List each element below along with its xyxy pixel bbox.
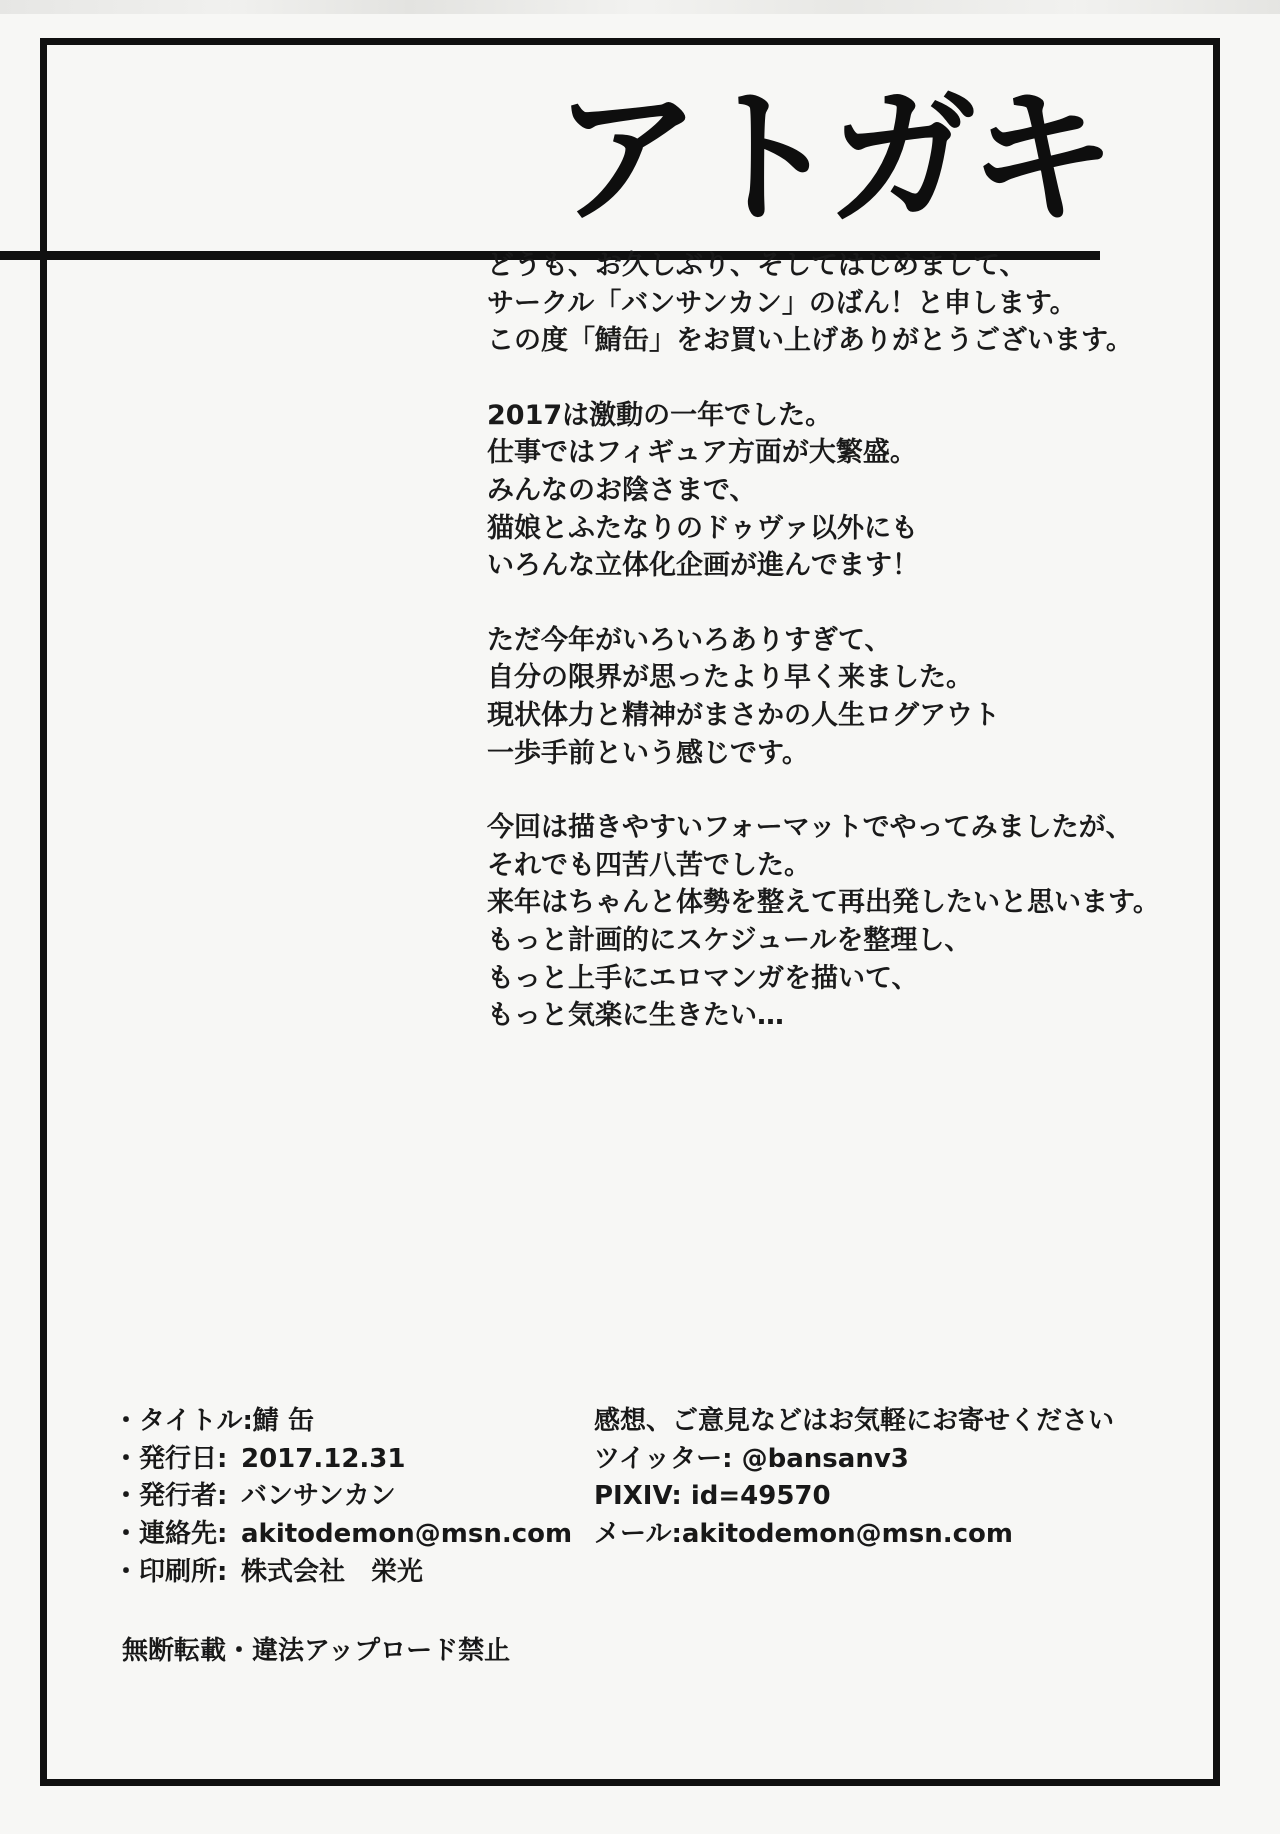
- afterword-paragraph: [487, 397, 1207, 585]
- afterword-paragraph: [487, 247, 1207, 360]
- afterword-paragraph: [487, 622, 1207, 772]
- page-title: アトガキ: [552, 72, 1108, 244]
- contact-line: PIXIV: id=49570: [594, 1481, 831, 1512]
- scan-artifact-strip: [0, 0, 1280, 14]
- copyright-notice: 無断転載・違法アップロード禁止: [122, 1636, 511, 1666]
- text-line: どうも、お久しぶり、そしてはじめまして、: [487, 250, 1027, 281]
- colophon-row: [113, 1554, 572, 1592]
- colophon-label: ・印刷所:: [113, 1556, 228, 1587]
- colophon-label: ・発行日:: [113, 1443, 228, 1474]
- colophon-label: ・連絡先:: [113, 1519, 228, 1550]
- colophon-value: バンサンカン: [241, 1481, 396, 1512]
- contact-line: メール:akitodemon@msn.com: [594, 1519, 1013, 1550]
- text-line: 2017は激動の一年でした。: [487, 399, 833, 431]
- text-line: 一歩手前という感じです。: [487, 737, 809, 769]
- colophon-value: 鯖 缶: [252, 1406, 314, 1436]
- text-line: 来年はちゃんと体勢を整えて再出発したいと思います。: [487, 887, 1160, 919]
- contact-line: ツイッター: @bansanv3: [594, 1443, 909, 1474]
- text-line: サークル「バンサンカン」のばん！と申します。: [487, 287, 1077, 319]
- contact-line: 感想、ご意見などはお気軽にお寄せください: [594, 1406, 1115, 1436]
- text-line: 猫娘とふたなりのドゥヴァ以外にも: [487, 512, 919, 544]
- colophon-row: [113, 1516, 572, 1554]
- text-line: 今回は描きやすいフォーマットでやってみましたが、: [487, 812, 1133, 844]
- colophon-contact-list: [594, 1403, 1114, 1554]
- colophon-value: akitodemon@msn.com: [241, 1519, 573, 1550]
- colophon-left-list: [113, 1403, 572, 1592]
- colophon-label: ・発行者:: [113, 1481, 228, 1512]
- text-line: この度「鯖缶」をお買い上げありがとうございます。: [487, 325, 1133, 357]
- colophon-row: [113, 1478, 572, 1516]
- text-line: みんなのお陰さまで、: [487, 474, 757, 506]
- text-line: 現状体力と精神がまさかの人生ログアウト: [487, 699, 1000, 731]
- colophon-label: ・タイトル:: [113, 1406, 253, 1436]
- colophon-row: [113, 1403, 572, 1441]
- text-line: それでも四苦八苦でした。: [487, 849, 811, 881]
- afterword-paragraph: [487, 809, 1207, 1035]
- colophon-row: [113, 1441, 572, 1479]
- text-line: いろんな立体化企画が進んでます！: [487, 550, 919, 582]
- colophon-value: 株式会社 栄光: [241, 1556, 424, 1587]
- text-line: もっと上手にエロマンガを描いて、: [487, 962, 919, 994]
- afterword-body: [487, 247, 1207, 1072]
- text-line: 仕事ではフィギュア方面が大繁盛。: [487, 437, 917, 469]
- text-line: ただ今年がいろいろありすぎて、: [487, 624, 892, 656]
- colophon-value: 2017.12.31: [241, 1443, 406, 1474]
- text-line: 自分の限界が思ったより早く来ました。: [487, 662, 973, 694]
- text-line: もっと気楽に生きたい…: [487, 1000, 784, 1032]
- text-line: もっと計画的にスケジュールを整理し、: [487, 924, 972, 956]
